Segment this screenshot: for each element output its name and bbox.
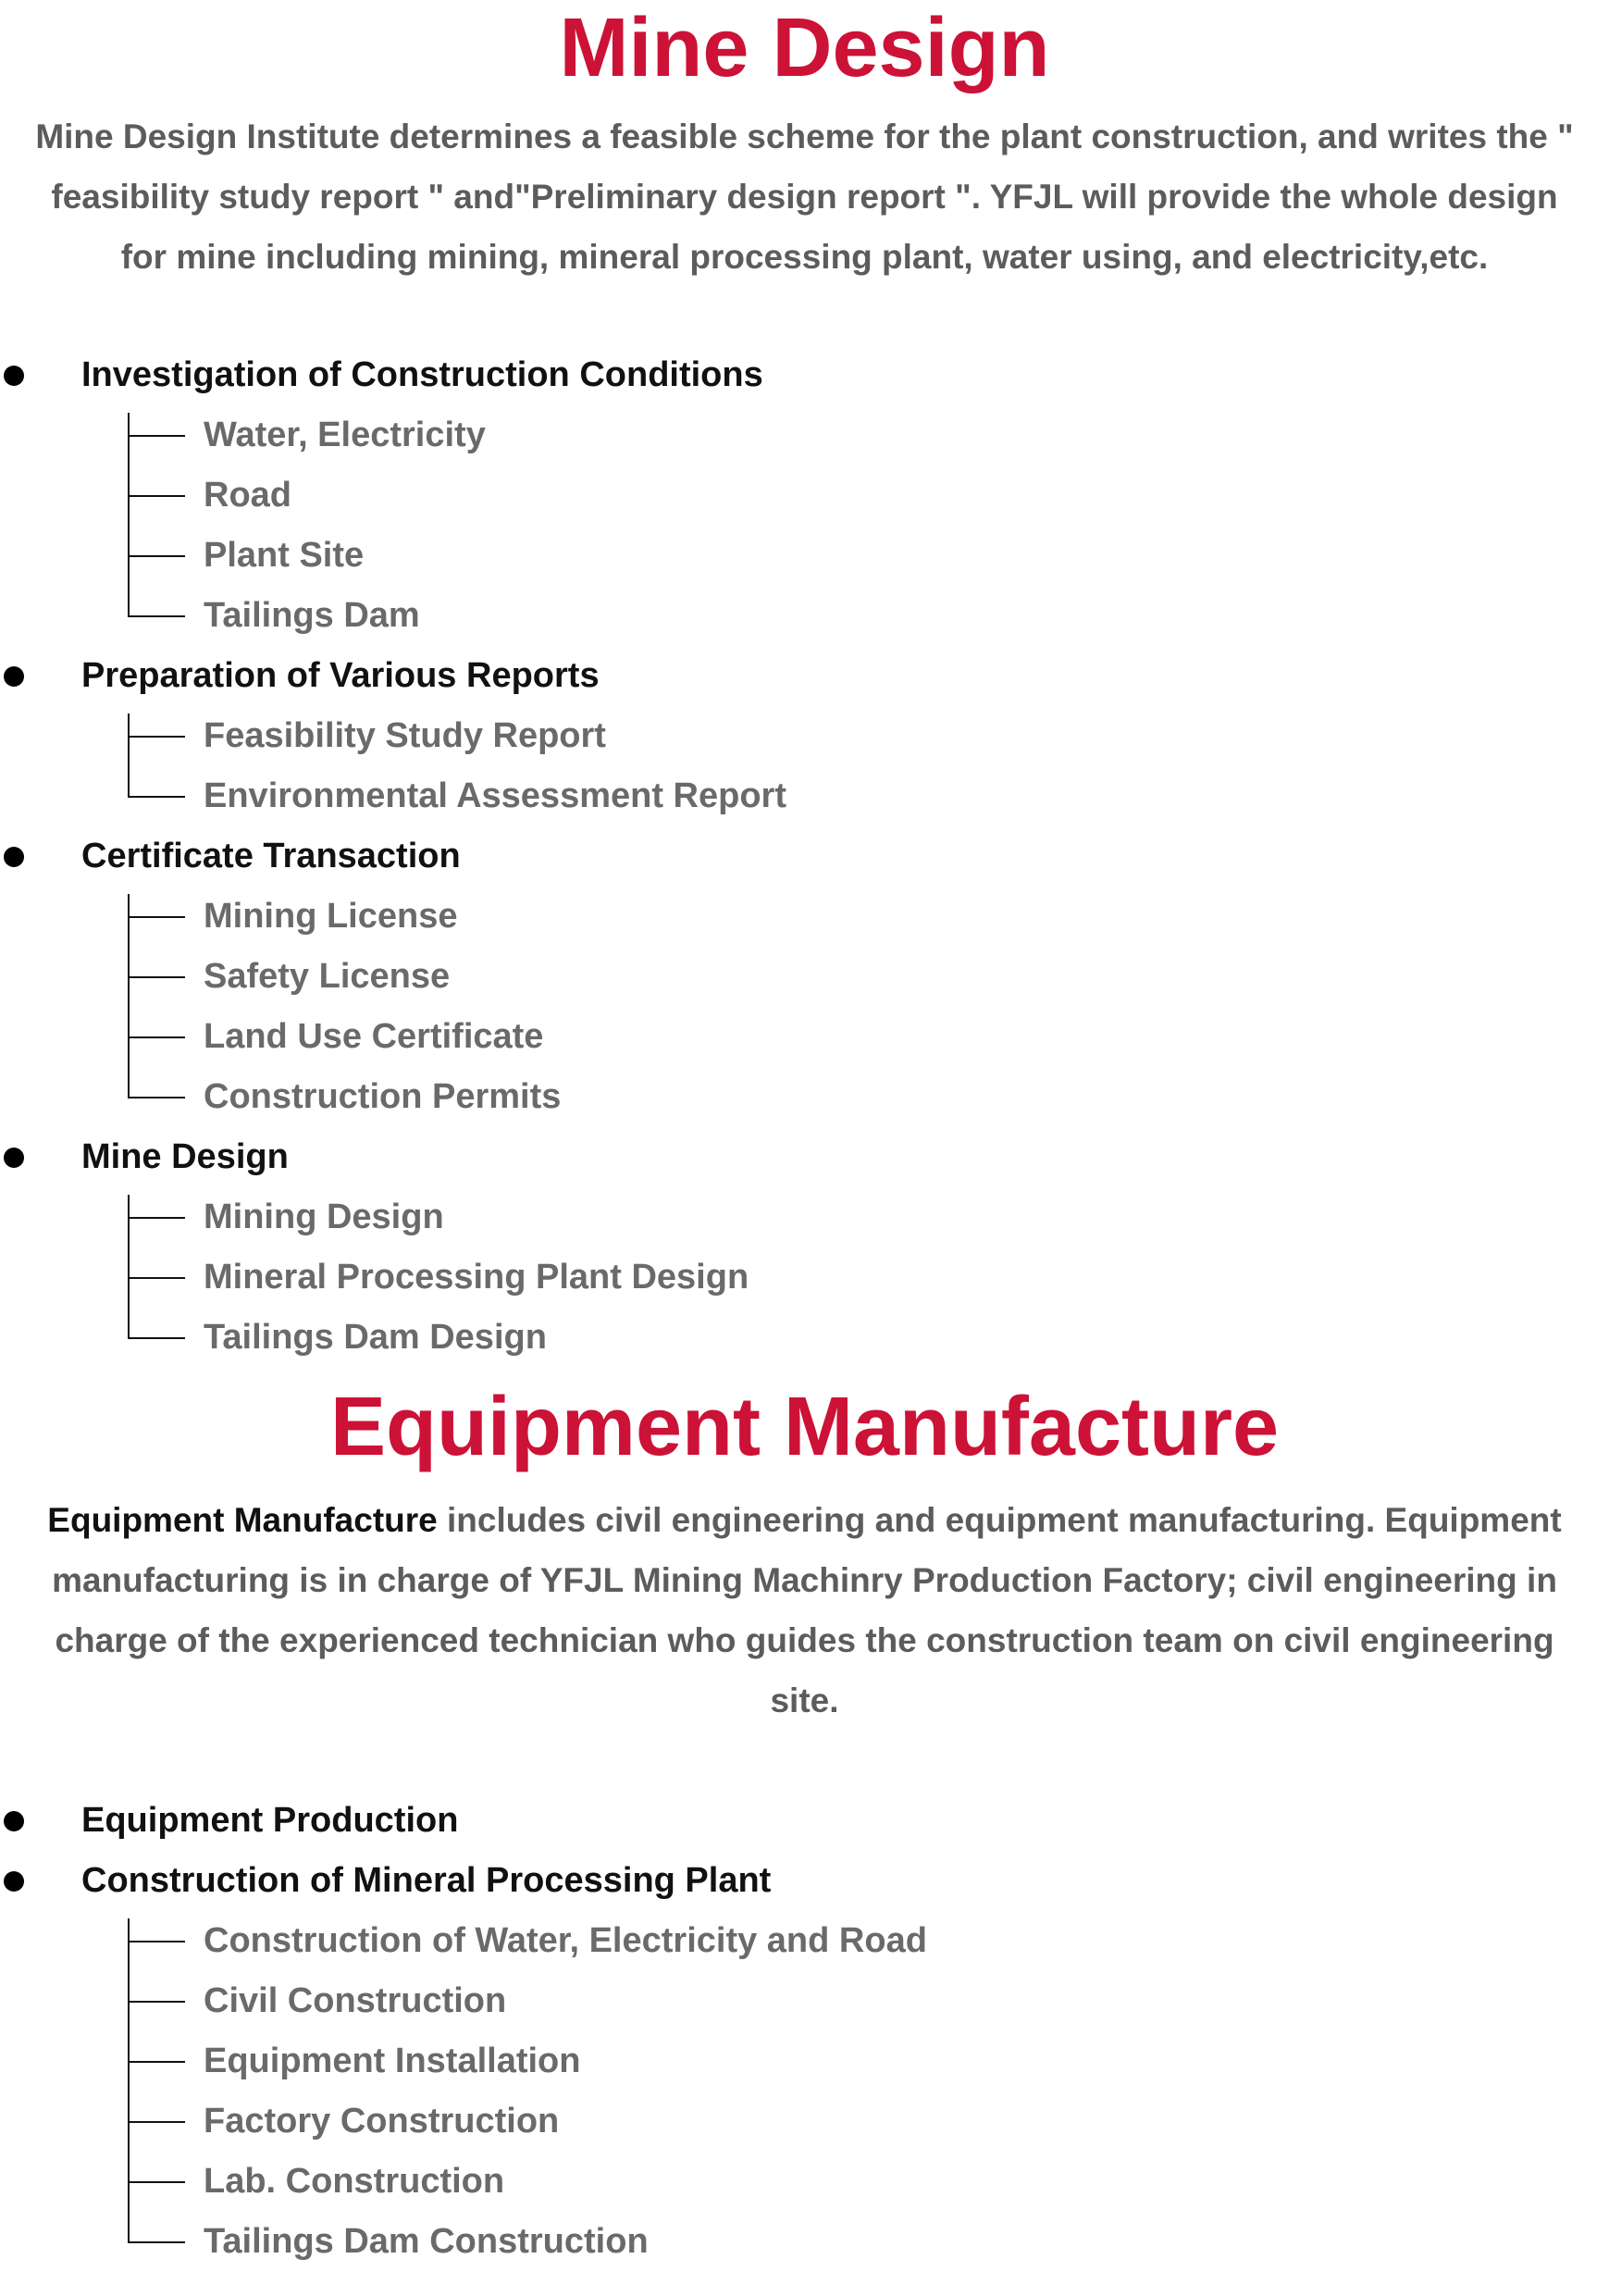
tree-connector-line [128,1918,130,2242]
sub-item-label: Civil Construction [204,1981,507,2020]
tree-branch-line [128,1337,185,1339]
section-label: Certificate Transaction [81,837,461,875]
tree-connector-line [128,894,130,1098]
tree-branch-line [128,2241,185,2243]
tree-branch-line [128,1036,185,1038]
sub-item-label: Equipment Installation [204,2042,581,2080]
tree-branch-line [128,2121,185,2123]
sub-item-label: Construction of Water, Electricity and Road [204,1921,927,1960]
sub-item-label: Water, Electricity [204,416,486,454]
sub-item-label: Land Use Certificate [204,1017,544,1056]
sub-item-label: Safety License [204,957,451,996]
section-label: Equipment Production [81,1801,459,1840]
tree-branch-line [128,1097,185,1098]
tree-connector-line [128,714,130,797]
tree-branch-line [128,736,185,738]
sub-item-label: Construction Permits [204,1077,562,1116]
tree-branch-line [128,2001,185,2003]
mine-design-intro [0,106,1609,287]
section-label: Investigation of Construction Conditions [81,355,763,394]
tree-branch-line [128,916,185,918]
equipment-manufacture-heading: Equipment Manufacture [329,1381,1280,1473]
bullet-dot-icon [4,1811,24,1831]
bullet-dot-icon [4,1871,24,1892]
intro-line: for mine including mining, mineral processing plant, water using, and electricity,etc. [120,238,1489,276]
sub-item-label: Tailings Dam Construction [204,2222,649,2261]
tree-branch-line [128,796,185,798]
bullet-dot-icon [4,1148,24,1168]
tree-branch-line [128,615,185,617]
tree-branch-line [128,1941,185,1942]
sub-item-label: Mineral Processing Plant Design [204,1258,749,1297]
intro-lead-term: Equipment Manufacture [47,1501,438,1539]
intro-line: site. [770,1682,839,1719]
tree-branch-line [128,976,185,978]
tree-branch-line [128,1277,185,1279]
sub-item-label: Factory Construction [204,2102,560,2141]
tree-branch-line [128,555,185,557]
intro-line: Mine Design Institute determines a feasible scheme for the plant construction, and writes the " [35,118,1574,155]
section-label: Mine Design [81,1137,289,1176]
intro-line: manufacturing is in charge of YFJL Mining Machinry Production Factory; civil engineering in [52,1561,1557,1599]
sub-item-label: Mining Design [204,1198,444,1236]
equipment-manufacture-intro [0,1490,1609,1731]
bullet-dot-icon [4,666,24,687]
tree-branch-line [128,2181,185,2183]
section-label: Construction of Mineral Processing Plant [81,1861,772,1900]
section-label: Preparation of Various Reports [81,656,600,695]
sub-item-label: Plant Site [204,536,365,575]
tree-branch-line [128,2061,185,2063]
sub-item-label: Feasibility Study Report [204,716,606,755]
sub-item-label: Tailings Dam [204,596,420,635]
sub-item-label: Environmental Assessment Report [204,776,786,815]
tree-connector-line [128,413,130,616]
sub-item-label: Tailings Dam Design [204,1318,547,1357]
sub-item-label: Lab. Construction [204,2162,505,2201]
bullet-dot-icon [4,366,24,386]
tree-branch-line [128,495,185,497]
tree-branch-line [128,435,185,437]
sub-item-label: Mining License [204,897,458,936]
sub-item-label: Road [204,476,291,515]
bullet-dot-icon [4,847,24,867]
intro-line: charge of the experienced technician who guides the construction team on civil engineering [55,1621,1554,1659]
tree-branch-line [128,1217,185,1219]
mine-design-heading: Mine Design [559,2,1050,94]
intro-line: feasibility study report " and"Preliminary design report ". YFJL will provide the whole design [51,178,1558,216]
intro-line: includes civil engineering and equipment manufacturing. Equipment [437,1501,1562,1539]
